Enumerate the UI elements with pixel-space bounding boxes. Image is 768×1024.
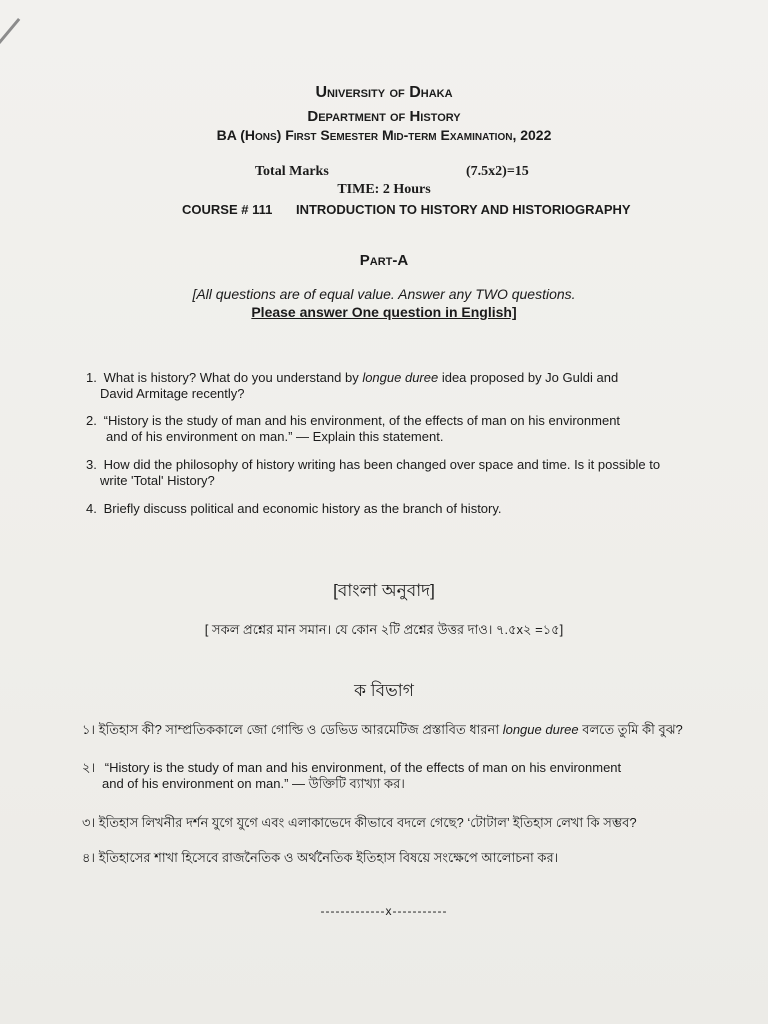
bangla-translation-title: [বাংলা অনুবাদ]: [333, 581, 435, 600]
bangla-part-title: ক বিভাগ: [354, 681, 414, 700]
bangla-instruction: [ সকল প্রশ্নের মান সমান। যে কোন ২টি প্রশ্নের উত্তর দাও। ৭.৫x২ =১৫]: [204, 622, 564, 637]
bangla-question-item: ২। “History is the study of man and his environment, of the effects of man on his environment and of his environment on man.” — উক্তিটি ব্যাখ্যা কর।: [82, 760, 622, 791]
instruction-line-2: Please answer One question in English]: [251, 304, 517, 320]
bangla-question-item: ১। ইতিহাস কী? সাম্প্রতিককালে জো গোল্ডি ও ডেভিড আরমেটিজ প্রস্তাবিত ধারনা longue duree বলতে তুমি কী বুঝ?: [82, 722, 683, 737]
part-a-title: Part-A: [359, 252, 409, 269]
exam-title: BA (Hons) First Semester Mid-term Examination, 2022: [216, 127, 552, 143]
exam-time: TIME: 2 Hours: [337, 182, 431, 197]
total-marks-value: (7.5x2)=15: [466, 164, 529, 179]
total-marks-label: Total Marks: [255, 164, 329, 179]
instruction-line-1: [All questions are of equal value. Answer any TWO questions.: [192, 286, 576, 302]
question-item: 1. What is history? What do you understand by longue duree idea proposed by Jo Guldi and David Armitage recently?: [86, 370, 619, 401]
question-item: 2. “History is the study of man and his environment, of the effects of man on his environment and of his environment on man.” — Explain this statement.: [86, 413, 621, 444]
course-title: INTRODUCTION TO HISTORY AND HISTORIOGRAPHY: [295, 202, 631, 217]
bangla-question-item: ৪। ইতিহাসের শাখা হিসেবে রাজনৈতিক ও অর্থনৈতিক ইতিহাস বিষয়ে সংক্ষেপে আলোচনা কর।: [82, 850, 559, 865]
end-of-paper-mark: -------------x-----------: [320, 904, 448, 918]
question-item: 4. Briefly discuss political and economic history as the branch of history.: [86, 501, 502, 516]
question-item: 3. How did the philosophy of history writing has been changed over space and time. Is it possible to write 'Total' History?: [86, 457, 661, 488]
university-name: University of Dhaka: [315, 84, 453, 101]
course-line: [182, 202, 631, 217]
department-name: Department of History: [307, 108, 461, 125]
pen-mark: [0, 18, 20, 57]
course-number: COURSE # 111: [182, 202, 273, 217]
bangla-question-item: ৩। ইতিহাস লিখনীর দর্শন যুগে যুগে এবং এলাকাভেদে কীভাবে বদলে গেছে? ‘টোটাল’ ইতিহাস লেখা কি সম্ভব?: [82, 815, 637, 830]
